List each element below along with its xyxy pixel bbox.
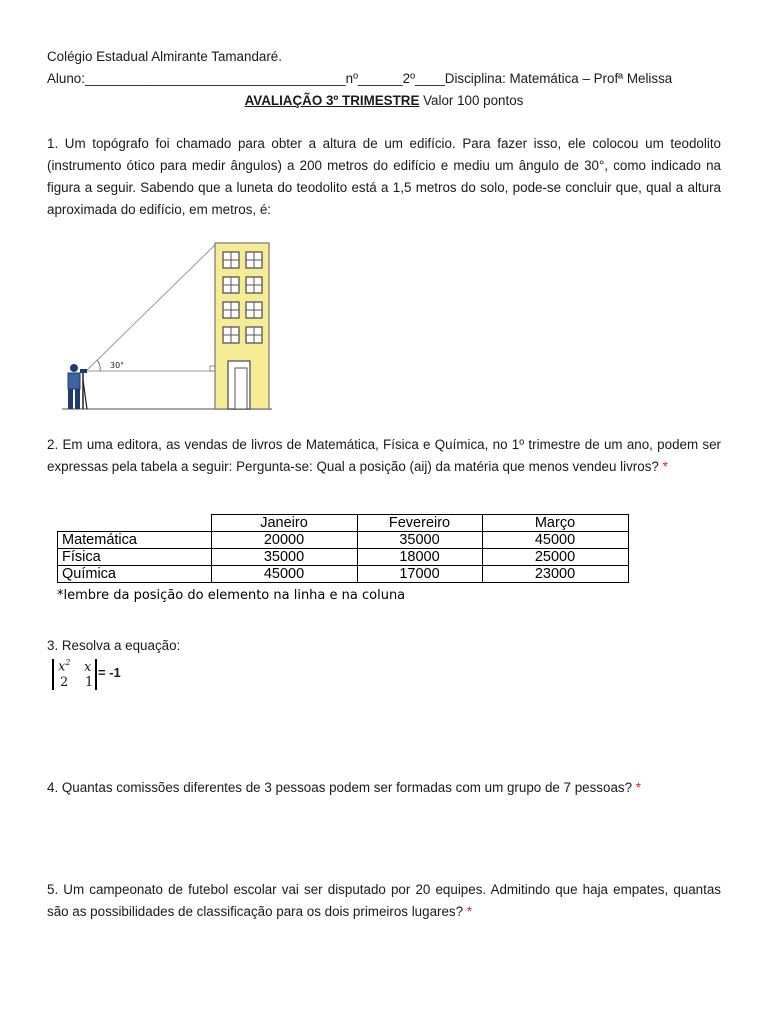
required-mark: * xyxy=(463,904,473,919)
sales-table xyxy=(57,514,629,583)
required-mark: * xyxy=(658,459,668,474)
exam-title-bold: AVALIAÇÃO 3º TRIMESTRE xyxy=(244,93,420,108)
table-cell: 20000 xyxy=(211,532,357,549)
question-5-body: 5. Um campeonato de futebol escolar vai ser disputado por 20 equipes. Admitindo que haja empates, quantas são as possibilidades de classificação para os dois primeiros lugares? xyxy=(47,882,721,919)
question-4-body: 4. Quantas comissões diferentes de 3 pessoas podem ser formadas com um grupo de 7 pessoas? xyxy=(47,780,633,795)
det-a11: $x^2$ xyxy=(58,658,71,675)
exam-title-value: Valor 100 pontos xyxy=(419,93,524,108)
surveyor-figure xyxy=(68,364,87,409)
table-row xyxy=(58,549,629,566)
table-cell: 35000 xyxy=(211,549,357,566)
angle-label: 30° xyxy=(110,361,125,370)
table-cell: 17000 xyxy=(357,566,482,583)
table-subject-cell: Física xyxy=(58,549,212,566)
table-header-cell: Fevereiro xyxy=(357,515,482,532)
student-line: Aluno:___________________________________nº______2º____Disciplina: Matemática – Profª Melissa xyxy=(47,71,673,86)
question-2-text xyxy=(47,434,721,478)
det-bar-right xyxy=(95,659,97,690)
det-bar-left xyxy=(52,659,54,690)
exam-title xyxy=(0,93,768,108)
table-row xyxy=(58,532,629,549)
question-5-text xyxy=(47,879,721,923)
table-subject-cell: Química xyxy=(58,566,212,583)
table-cell: 35000 xyxy=(357,532,482,549)
question-2-body: 2. Em uma editora, as vendas de livros de Matemática, Física e Química, no 1º trimestre de um ano, podem ser expressas pela tabela a seguir: Pergunta-se: Qual a posição (aij) da matéria que menos vendeu livros? xyxy=(47,437,721,474)
question-1-text: 1. Um topógrafo foi chamado para obter a altura de um edifício. Para fazer isso, ele colocou um teodolito (instrumento ótico para medir ângulos) a 200 metros do edifício e mediu um ângulo de 30°, como indicado na figura a seguir. Sabendo que a luneta do teodolito está a 1,5 metros do solo, pode-se concluir que, qual a altura aproximada do edifício, em metros, é: xyxy=(47,136,721,217)
table-cell: 23000 xyxy=(482,566,628,583)
table-cell: 45000 xyxy=(482,532,628,549)
required-mark: * xyxy=(632,780,641,795)
table-cell: 18000 xyxy=(357,549,482,566)
table-row xyxy=(58,566,629,583)
det-a22: 1 xyxy=(85,675,94,690)
table-cell: 45000 xyxy=(211,566,357,583)
determinant-equation xyxy=(52,659,142,691)
table-cell: 25000 xyxy=(482,549,628,566)
question-3-text: 3. Resolva a equação: xyxy=(47,638,181,653)
table-corner-cell xyxy=(58,515,212,532)
det-a12: x xyxy=(84,660,92,675)
table-header-cell: Janeiro xyxy=(211,515,357,532)
table-header-cell: Março xyxy=(482,515,628,532)
question-4-text xyxy=(47,780,641,795)
school-name: Colégio Estadual Almirante Tamandaré. xyxy=(47,49,282,64)
det-rhs: = -1 xyxy=(98,665,121,680)
table-subject-cell: Matemática xyxy=(58,532,212,549)
building-figure xyxy=(52,240,292,415)
det-a21: 2 xyxy=(60,675,69,690)
table-header-row xyxy=(58,515,629,532)
table-note: *lembre da posição do elemento na linha e na coluna xyxy=(57,588,406,603)
